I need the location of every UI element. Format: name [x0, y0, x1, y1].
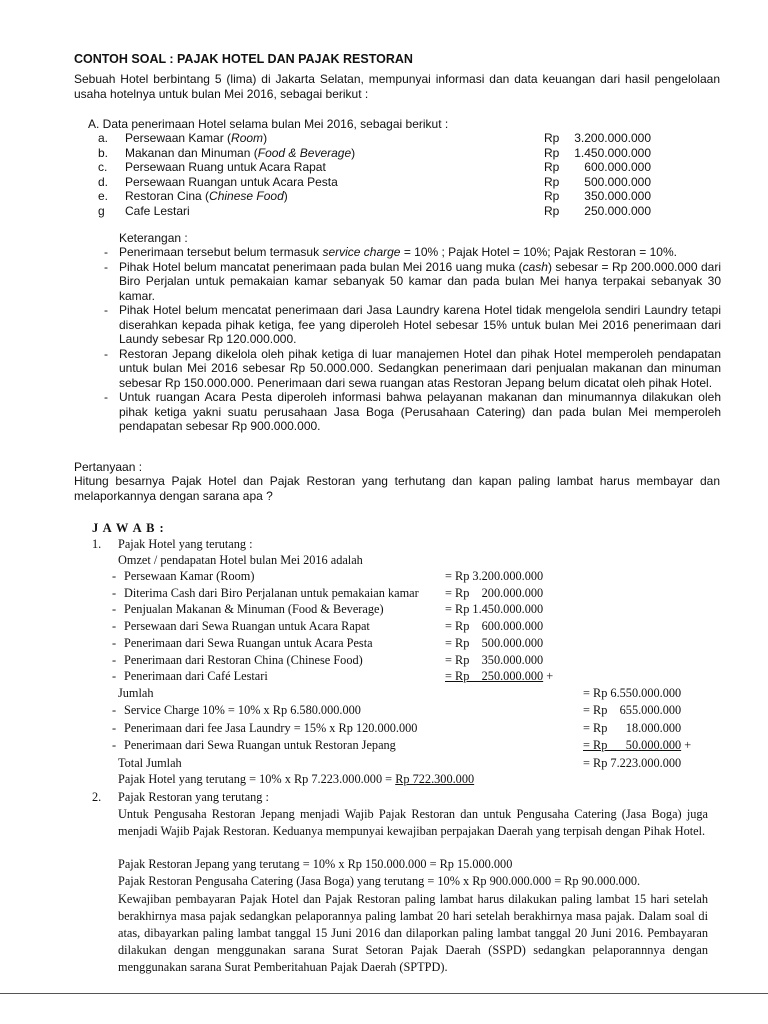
- bullet-dash: -: [104, 303, 108, 317]
- item-letter: c.: [98, 160, 108, 174]
- row-label: Penerimaan dari Restoran China (Chinese Food): [124, 652, 363, 667]
- bullet-dash: -: [104, 346, 108, 361]
- total-label: Total Jumlah: [118, 756, 182, 770]
- item-amount: 500.000.000: [584, 174, 651, 189]
- item2-title: Pajak Restoran yang terutang :: [118, 790, 269, 804]
- bullet-text: Restoran Jepang dikelola oleh pihak ketiga di luar manajemen Hotel dan pihak Hotel memperoleh pendapatan untuk bulan Mei 2016 sebesar Rp 50.000.000. Sedangkan penerimaan dari penjualan makanan dan minuman sebesar Rp 150.000.000. Penerimaan dari sewa ruangan atas Restoran Jepang belum dicatat oleh pihak Hotel.: [119, 346, 721, 390]
- row-label: Penerimaan dari Café Lestari: [124, 669, 268, 684]
- row-dash: -: [112, 738, 117, 752]
- item2-line-1: Pajak Restoran Jepang yang terutang = 10% x Rp 150.000.000 = Rp 15.000.000: [118, 857, 513, 871]
- row-label: Penerimaan dari fee Jasa Laundry = 15% x Rp 120.000.000: [124, 720, 418, 735]
- item-letter: b.: [98, 145, 109, 160]
- item-amount: 1.450.000.000: [574, 145, 651, 160]
- jumlah-label: Jumlah: [118, 686, 154, 700]
- bullet-dash: -: [104, 245, 108, 259]
- row-label: Service Charge 10% = 10% x Rp 6.580.000.000: [124, 703, 361, 717]
- row-dash: -: [112, 635, 117, 650]
- row-value: = Rp 250.000.000 +: [445, 669, 554, 684]
- row-value: = Rp 655.000.000: [583, 703, 682, 717]
- total-value: = Rp 7.223.000.000: [583, 756, 682, 770]
- item-letter: d.: [98, 174, 109, 189]
- row-dash: -: [112, 669, 117, 684]
- item-currency: Rp: [544, 145, 560, 160]
- item-label: Persewaan Ruangan untuk Acara Pesta: [125, 174, 338, 189]
- item-currency: Rp: [544, 203, 560, 218]
- row-value: = Rp 1.450.000.000: [445, 602, 544, 617]
- item-amount: 350.000.000: [584, 189, 651, 203]
- item-label-italic: Food & Beverage: [257, 145, 352, 160]
- pajak-hotel-result: Rp 722.300.000: [395, 772, 475, 786]
- item-currency: Rp: [544, 174, 560, 189]
- item-letter: a.: [98, 131, 109, 145]
- item-amount: 3.200.000.000: [574, 131, 651, 145]
- bullet-text: Untuk ruangan Acara Pesta diperoleh informasi bahwa pelayanan makanan dan minumannya dilakukan oleh pihak ketiga yakni suatu perusahaan Jasa Boga (Perusahaan Catering) dan pada bulan Mei memperoleh pendapatan sebesar Rp 900.000.000.: [119, 390, 721, 433]
- pertanyaan-label: Pertanyaan :: [74, 460, 143, 474]
- item2-number: 2.: [92, 790, 102, 804]
- keterangan-label: Keterangan :: [119, 231, 188, 245]
- pajak-hotel-prefix: Pajak Hotel yang terutang = 10% x Rp 7.223.000.000 =: [118, 772, 396, 786]
- item-letter: g: [98, 203, 105, 218]
- item-letter: e.: [98, 189, 109, 203]
- jawab-label: J A W A B :: [92, 521, 165, 535]
- row-label: Penerimaan dari Sewa Ruangan untuk Restoran Jepang: [124, 738, 396, 752]
- row-dash: -: [112, 569, 117, 583]
- item-label: Restoran Cina (Chinese Food): [125, 189, 288, 203]
- bullet-text: Pihak Hotel belum mancatat penerimaan pada bulan Mei 2016 uang muka (cash) sebesar = Rp 200.000.000 dari Biro Perjalan untuk pemakaian kamar sebanyak 50 kamar dan pada bulan Mei hanya terpakai sebanyak 30 kamar.: [119, 259, 721, 303]
- row-value: = Rp 50.000.000 +: [583, 738, 692, 752]
- item-label: Cafe Lestari: [125, 203, 190, 218]
- keterangan-list: [104, 245, 721, 434]
- item2-paragraph-2: Kewajiban pembayaran Pajak Hotel dan Pajak Restoran paling lambat harus dilakukan paling lambat 15 hari setelah berakhirnya masa pajak sedangkan pelaporannya paling lambat 20 hari setelah berakhirnya masa pajak. Dalam soal di atas, dibayarkan paling lambat tanggal 15 Juni 2016 dan dilaporkan paling lambat tanggal 20 Juni 2016. Pembayaran dilakukan dengan menggunakan sarana Surat Setoran Pajak Daerah (SSPD) sedangkan pelaporannnya dengan menggunakan sarana Surat Pemberitahuan Pajak Daerah (SPTPD).: [118, 892, 708, 974]
- item-currency: Rp: [544, 131, 560, 145]
- item2-paragraph-1: Untuk Pengusaha Restoran Jepang menjadi Wajib Pajak Restoran dan untuk Pengusaha Catering (Jasa Boga) juga menjadi Wajib Pajak Restoran. Keduanya mempunyai kewajiban perpajakan Daerah yang terpisah dengan Pihak Hotel.: [118, 807, 708, 838]
- row-value: = Rp 600.000.000: [445, 619, 544, 634]
- pajak-hotel-line: [118, 772, 474, 787]
- item1-number: 1.: [92, 537, 102, 551]
- item1-title: Pajak Hotel yang terutang :: [118, 537, 253, 551]
- jumlah-value: = Rp 6.550.000.000: [583, 686, 682, 700]
- item-amount: 250.000.000: [584, 203, 651, 218]
- pertanyaan-text: Hitung besarnya Pajak Hotel dan Pajak Restoran yang terhutang dan kapan paling lambat harus membayar dan melaporkannya dengan sarana apa ?: [74, 474, 720, 503]
- row-value: = Rp 18.000.000: [583, 720, 682, 735]
- document-title: CONTOH SOAL : PAJAK HOTEL DAN PAJAK RESTORAN: [74, 52, 413, 66]
- section-a-heading: A. Data penerimaan Hotel selama bulan Mei 2016, sebagai berikut :: [88, 117, 449, 131]
- row-label: Diterima Cash dari Biro Perjalanan untuk pemakaian kamar: [124, 585, 419, 600]
- row-value: = Rp 200.000.000: [445, 585, 544, 600]
- row-dash: -: [112, 652, 117, 667]
- row-value: = Rp 350.000.000: [445, 652, 544, 667]
- keterangan-bullet: [104, 245, 721, 260]
- row-dash: -: [112, 619, 117, 634]
- item-currency: Rp: [544, 160, 560, 174]
- row-label: Persewaan Kamar (Room): [124, 569, 255, 583]
- row-dash: -: [112, 703, 117, 717]
- keterangan-bullet: [104, 303, 721, 347]
- row-value-underlined: = Rp 50.000.000: [583, 738, 682, 752]
- row-value: = Rp 500.000.000: [445, 635, 544, 650]
- page-bottom-rule: [0, 993, 768, 994]
- keterangan-bullet: [104, 347, 721, 391]
- item-label: Persewaan Ruang untuk Acara Rapat: [125, 160, 326, 174]
- keterangan-bullet: [104, 260, 721, 304]
- intro-paragraph: Sebuah Hotel berbintang 5 (lima) di Jakarta Selatan, mempunyai informasi dan data keuangan dari hasil pengelolaan usaha hotelnya untuk bulan Mei 2016, sebagai berikut :: [74, 72, 720, 101]
- row-dash: -: [112, 720, 117, 735]
- item2-line-2: Pajak Restoran Pengusaha Catering (Jasa Boga) yang terutang = 10% x Rp 900.000.000 = Rp 90.000.000.: [118, 874, 641, 888]
- row-label: Penjualan Makanan & Minuman (Food & Beverage): [124, 602, 384, 617]
- item-amount: 600.000.000: [584, 160, 651, 174]
- row-dash: -: [112, 602, 117, 617]
- row-label: Persewaan dari Sewa Ruangan untuk Acara Rapat: [124, 619, 370, 634]
- bullet-text: Penerimaan tersebut belum termasuk service charge = 10% ; Pajak Hotel = 10%; Pajak Restoran = 10%.: [119, 245, 677, 259]
- item-label: Makanan dan Minuman (Food & Beverage): [125, 145, 356, 160]
- row-label: Penerimaan dari Sewa Ruangan untuk Acara Pesta: [124, 635, 373, 650]
- keterangan-bullet: [104, 390, 721, 434]
- bullet-dash: -: [104, 390, 108, 404]
- item-label: Persewaan Kamar (Room): [125, 131, 268, 145]
- row-value-underlined: = Rp 250.000.000: [445, 669, 544, 684]
- omzet-label: Omzet / pendapatan Hotel bulan Mei 2016 adalah: [118, 553, 363, 567]
- row-dash: -: [112, 585, 117, 600]
- row-value: = Rp 3.200.000.000: [445, 569, 544, 583]
- item-label-italic: Chinese Food: [209, 189, 284, 203]
- bullet-dash: -: [104, 259, 108, 274]
- item-currency: Rp: [544, 189, 560, 203]
- bullet-text: Pihak Hotel belum mencatat penerimaan dari Jasa Laundry karena Hotel tidak mengelola sendiri Laundry tetapi diserahkan kepada pihak ketiga, fee yang diperoleh Hotel sebesar 15% untuk bulan Mei 2016 penerimaan dari Laundy sebesar Rp 120.000.000.: [119, 303, 721, 346]
- item-label-italic: Room: [231, 131, 264, 145]
